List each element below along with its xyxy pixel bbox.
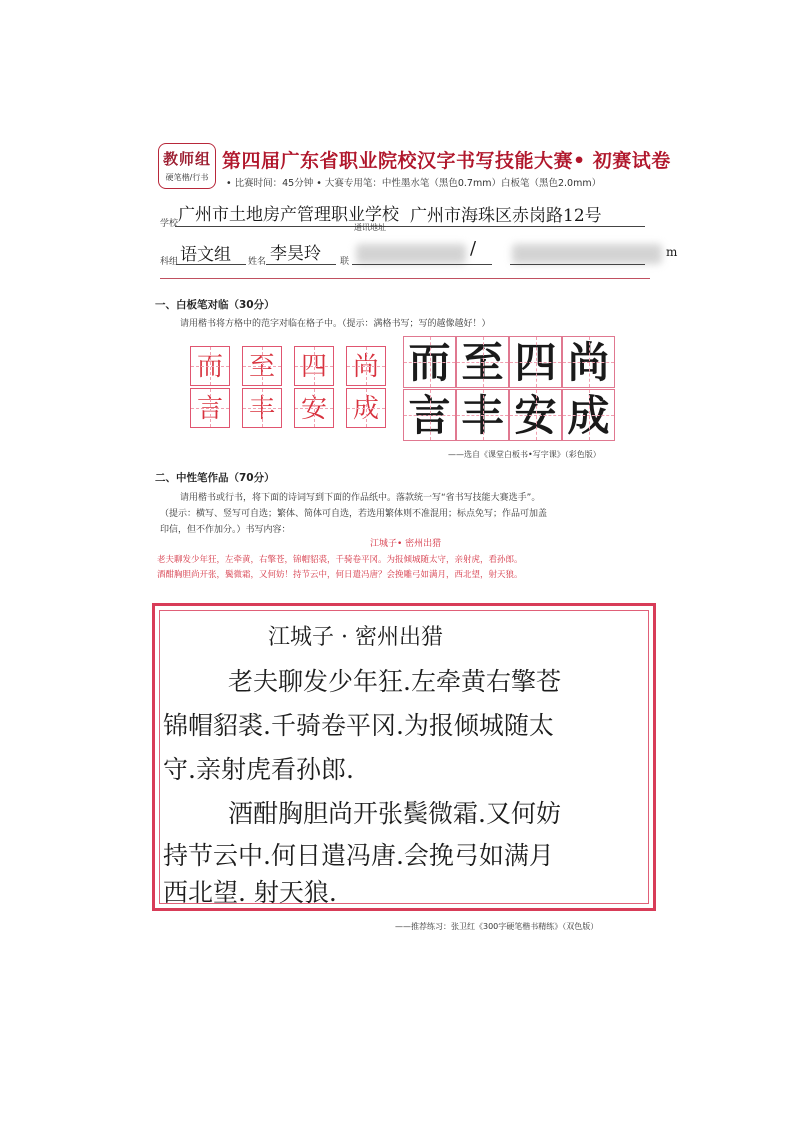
written-char: 至	[456, 336, 509, 388]
name-value: 李昊玲	[270, 244, 321, 264]
model-char: 四	[294, 346, 334, 386]
model-char: 至	[242, 346, 282, 386]
address-underline	[400, 226, 645, 227]
written-char: 安	[509, 389, 562, 441]
phone-underline	[510, 264, 645, 265]
school-value: 广州市土地房产管理职业学校	[178, 205, 399, 225]
model-character-grid	[190, 346, 390, 432]
school-label: 学校	[160, 219, 179, 229]
grid-guide-line	[457, 362, 508, 363]
grid-guide-line	[191, 366, 229, 367]
grid-guide-line	[563, 415, 614, 416]
contact-slash-mark: /	[470, 238, 477, 259]
name-label: 姓名	[248, 257, 267, 267]
badge-sub-text: 硬笔楷/行书	[165, 173, 209, 182]
section2-source: ——推荐练习：张卫红《300字硬笔楷书精练》（双色版）	[395, 922, 599, 931]
grid-guide-line	[243, 366, 281, 367]
group-underline	[176, 264, 246, 265]
written-char: 言	[403, 389, 456, 441]
poem-title: 江城子• 密州出猎	[370, 539, 442, 549]
section1-source: ——选自《课堂白板书•写字课》（彩色版）	[448, 450, 601, 459]
header-separator	[160, 278, 650, 279]
section2-instruction-line: 请用楷书或行书，将下面的诗词写到下面的作品纸中。落款统一写“省书写技能大赛选手”。	[180, 493, 541, 503]
handwritten-line: 持节云中.何日遣冯唐.会挽弓如满月	[163, 841, 554, 870]
whiteboard-writing-grid	[403, 336, 617, 442]
name-underline	[266, 264, 336, 265]
model-char: 尚	[346, 346, 386, 386]
written-char: 四	[509, 336, 562, 388]
section2-title: 二、中性笔作品（70分）	[155, 472, 275, 484]
grid-guide-line	[243, 408, 281, 409]
phone-tail: m	[666, 245, 678, 259]
handwritten-line: 守.亲射虎看孙郎.	[163, 755, 354, 784]
grid-guide-line	[347, 408, 385, 409]
contact-underline	[352, 264, 492, 265]
model-char: 而	[190, 346, 230, 386]
exam-subtitle: • 比赛时间：45分钟 • 大赛专用笔：中性墨水笔（黑色0.7mm）白板笔（黑色2.0mm）	[226, 178, 602, 189]
grid-guide-line	[347, 366, 385, 367]
written-char: 成	[562, 389, 615, 441]
model-char: 言	[190, 388, 230, 428]
grid-guide-line	[191, 408, 229, 409]
poem-line: 老夫聊发少年狂，左牵黄，右擎苍，锦帽貂裘，千骑卷平冈。为报倾城随太守，亲射虎，看孙郎。	[157, 555, 523, 565]
written-char: 尚	[562, 336, 615, 388]
handwritten-title: 江城子 · 密州出猎	[268, 625, 443, 650]
section1-title: 一、白板笔对临（30分）	[155, 299, 275, 311]
group-label: 科组	[160, 257, 179, 267]
handwritten-line: 锦帽貂裘.千骑卷平冈.为报倾城随太	[163, 711, 554, 740]
grid-guide-line	[510, 415, 561, 416]
written-char: 而	[403, 336, 456, 388]
handwritten-line: 西北望. 射天狼.	[163, 878, 337, 907]
grid-guide-line	[404, 362, 455, 363]
grid-guide-line	[404, 415, 455, 416]
section1-instruction: 请用楷书将方格中的范字对临在格子中。（提示：满格书写；写的越像越好！）	[180, 319, 491, 329]
address-label: 通讯地址	[354, 223, 386, 232]
model-char: 成	[346, 388, 386, 428]
group-value: 语文组	[180, 245, 231, 265]
section2-instruction-line: （提示：横写、竖写可自选；繁体、简体可自选，若选用繁体则不准混用；标点免写；作品可加盖	[160, 509, 548, 519]
redacted-contact	[356, 244, 466, 264]
poem-line: 酒酣胸胆尚开张，鬓微霜，又何妨！持节云中，何日遣冯唐？会挽雕弓如满月，西北望，射天狼。	[157, 570, 523, 580]
grid-guide-line	[457, 415, 508, 416]
contact-label: 联	[340, 257, 350, 267]
address-value: 广州市海珠区赤岗路12号	[410, 206, 602, 226]
handwritten-line: 酒酣胸胆尚开张鬓微霜.又何妨	[228, 799, 561, 828]
model-char: 丰	[242, 388, 282, 428]
grid-guide-line	[295, 408, 333, 409]
model-char: 安	[294, 388, 334, 428]
grid-guide-line	[295, 366, 333, 367]
section2-instruction-line: 印信，但不作加分。）书写内容：	[160, 525, 291, 535]
handwritten-line: 老夫聊发少年狂.左牵黄右擎苍	[228, 667, 561, 696]
badge-main-text: 教师组	[162, 150, 211, 168]
exam-title: 第四届广东省职业院校汉字书写技能大赛• 初赛试卷	[222, 150, 671, 172]
grid-guide-line	[563, 362, 614, 363]
written-char: 丰	[456, 389, 509, 441]
group-badge	[158, 143, 216, 189]
grid-guide-line	[510, 362, 561, 363]
redacted-phone	[512, 244, 662, 264]
